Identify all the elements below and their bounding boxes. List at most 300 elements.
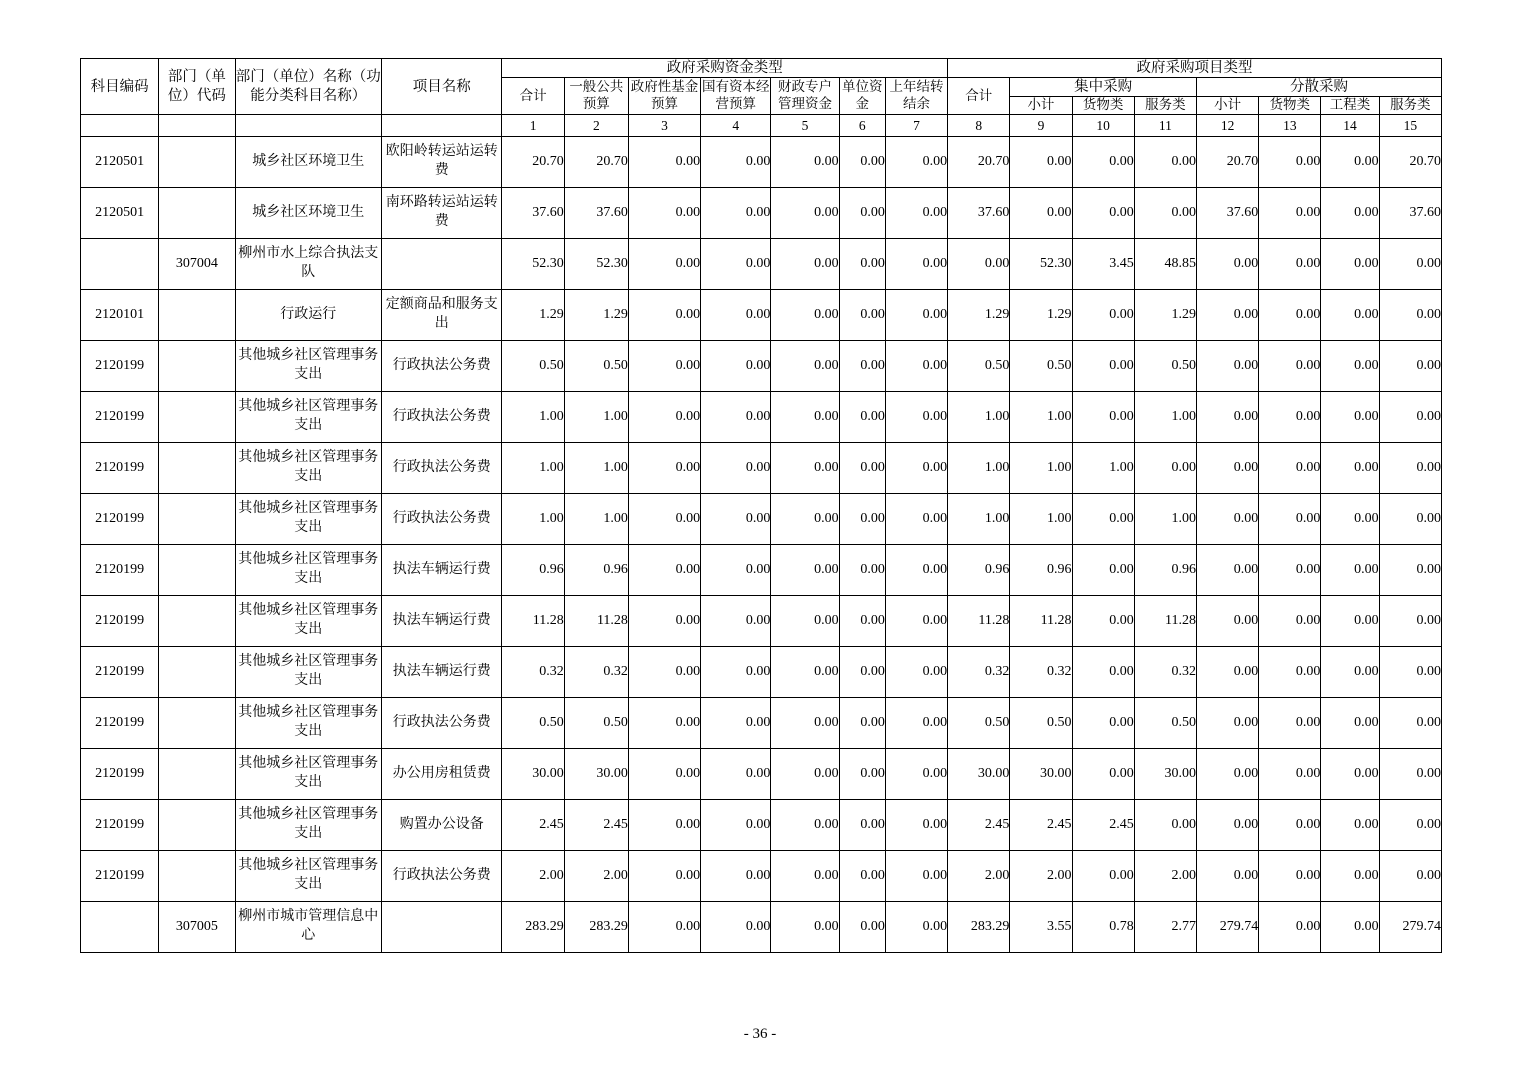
cell-value-11: 0.00: [1134, 188, 1196, 239]
cell-value-2: 37.60: [564, 188, 628, 239]
cell-value-8: 0.50: [948, 698, 1010, 749]
cell-value-1: 0.32: [502, 647, 564, 698]
cell-value-13: 0.00: [1259, 188, 1321, 239]
cell-project-name: 办公用房租赁费: [382, 749, 502, 800]
cell-value-4: 0.00: [701, 749, 771, 800]
cell-value-6: 0.00: [839, 290, 885, 341]
cell-value-1: 52.30: [502, 239, 564, 290]
cell-value-14: 0.00: [1321, 800, 1379, 851]
cell-value-2: 0.96: [564, 545, 628, 596]
cell-value-5: 0.00: [771, 443, 839, 494]
cell-value-10: 0.00: [1072, 290, 1134, 341]
cell-value-5: 0.00: [771, 341, 839, 392]
cell-value-4: 0.00: [701, 188, 771, 239]
table-row: [81, 239, 1442, 290]
cell-value-15: 0.00: [1379, 698, 1441, 749]
cell-dept-code: [159, 596, 235, 647]
cell-value-3: 0.00: [628, 902, 700, 953]
cell-value-7: 0.00: [885, 443, 947, 494]
cell-value-7: 0.00: [885, 188, 947, 239]
cell-value-8: 37.60: [948, 188, 1010, 239]
cell-value-4: 0.00: [701, 443, 771, 494]
cell-value-15: 37.60: [1379, 188, 1441, 239]
cell-value-3: 0.00: [628, 188, 700, 239]
cell-value-12: 279.74: [1196, 902, 1258, 953]
cell-value-1: 37.60: [502, 188, 564, 239]
cell-value-1: 0.50: [502, 698, 564, 749]
table-row: [81, 443, 1442, 494]
cell-dept-name: 柳州市水上综合执法支队: [235, 239, 382, 290]
cell-value-6: 0.00: [839, 443, 885, 494]
cell-value-9: 1.00: [1010, 494, 1072, 545]
cell-value-14: 0.00: [1321, 494, 1379, 545]
cell-value-10: 0.00: [1072, 137, 1134, 188]
cell-value-15: 0.00: [1379, 545, 1441, 596]
cell-dept-code: [159, 647, 235, 698]
cell-dept-name: 其他城乡社区管理事务支出: [235, 647, 382, 698]
cell-value-9: 1.00: [1010, 443, 1072, 494]
th-subject-code: 科目编码: [81, 59, 159, 115]
cell-value-3: 0.00: [628, 800, 700, 851]
cell-project-name: 购置办公设备: [382, 800, 502, 851]
cell-value-7: 0.00: [885, 596, 947, 647]
cell-value-4: 0.00: [701, 902, 771, 953]
cell-project-name: 行政执法公务费: [382, 443, 502, 494]
cell-dept-name: 柳州市城市管理信息中心: [235, 902, 382, 953]
cell-value-11: 2.77: [1134, 902, 1196, 953]
cell-value-11: 0.00: [1134, 137, 1196, 188]
cell-value-6: 0.00: [839, 698, 885, 749]
cell-value-8: 2.45: [948, 800, 1010, 851]
cell-value-8: 20.70: [948, 137, 1010, 188]
cell-value-4: 0.00: [701, 341, 771, 392]
cell-subject-code: 2120199: [81, 800, 159, 851]
cell-value-3: 0.00: [628, 137, 700, 188]
cell-value-9: 1.00: [1010, 392, 1072, 443]
colnum-blank-2: [159, 115, 235, 137]
cell-value-12: 0.00: [1196, 239, 1258, 290]
cell-value-2: 20.70: [564, 137, 628, 188]
cell-value-7: 0.00: [885, 749, 947, 800]
cell-dept-name: 城乡社区环境卫生: [235, 137, 382, 188]
cell-value-9: 1.29: [1010, 290, 1072, 341]
cell-dept-code: [159, 545, 235, 596]
cell-value-8: 30.00: [948, 749, 1010, 800]
colnum-12: 12: [1196, 115, 1258, 137]
cell-dept-code: 307005: [159, 902, 235, 953]
cell-value-12: 0.00: [1196, 545, 1258, 596]
th-group-project-type: 政府采购项目类型: [948, 59, 1442, 78]
cell-value-14: 0.00: [1321, 545, 1379, 596]
cell-value-7: 0.00: [885, 851, 947, 902]
cell-value-9: 52.30: [1010, 239, 1072, 290]
cell-value-13: 0.00: [1259, 137, 1321, 188]
cell-value-5: 0.00: [771, 647, 839, 698]
cell-value-15: 0.00: [1379, 290, 1441, 341]
th-fund-carryover: 上年结转结余: [885, 78, 947, 115]
cell-project-name: 行政执法公务费: [382, 341, 502, 392]
cell-dept-name: 其他城乡社区管理事务支出: [235, 341, 382, 392]
cell-dept-code: [159, 443, 235, 494]
cell-value-11: 1.29: [1134, 290, 1196, 341]
cell-value-4: 0.00: [701, 596, 771, 647]
cell-value-13: 0.00: [1259, 239, 1321, 290]
colnum-13: 13: [1259, 115, 1321, 137]
cell-value-3: 0.00: [628, 443, 700, 494]
cell-value-2: 52.30: [564, 239, 628, 290]
cell-value-15: 0.00: [1379, 596, 1441, 647]
cell-value-13: 0.00: [1259, 392, 1321, 443]
cell-project-name: 欧阳岭转运站运转费: [382, 137, 502, 188]
cell-value-13: 0.00: [1259, 494, 1321, 545]
cell-dept-name: 其他城乡社区管理事务支出: [235, 443, 382, 494]
cell-subject-code: [81, 239, 159, 290]
cell-value-7: 0.00: [885, 494, 947, 545]
cell-value-2: 0.32: [564, 647, 628, 698]
th-dec-service: 服务类: [1379, 97, 1441, 115]
cell-value-3: 0.00: [628, 290, 700, 341]
cell-value-5: 0.00: [771, 494, 839, 545]
cell-project-name: 行政执法公务费: [382, 698, 502, 749]
cell-value-13: 0.00: [1259, 647, 1321, 698]
cell-dept-code: 307004: [159, 239, 235, 290]
cell-project-name: [382, 239, 502, 290]
cell-value-11: 48.85: [1134, 239, 1196, 290]
cell-project-name: 执法车辆运行费: [382, 596, 502, 647]
cell-value-5: 0.00: [771, 749, 839, 800]
cell-value-15: 20.70: [1379, 137, 1441, 188]
cell-value-6: 0.00: [839, 800, 885, 851]
table-row: [81, 596, 1442, 647]
colnum-4: 4: [701, 115, 771, 137]
cell-value-8: 0.32: [948, 647, 1010, 698]
cell-value-5: 0.00: [771, 800, 839, 851]
table-row: [81, 749, 1442, 800]
cell-value-11: 0.50: [1134, 698, 1196, 749]
colnum-5: 5: [771, 115, 839, 137]
cell-value-11: 0.00: [1134, 443, 1196, 494]
cell-value-7: 0.00: [885, 137, 947, 188]
cell-value-14: 0.00: [1321, 188, 1379, 239]
cell-value-14: 0.00: [1321, 392, 1379, 443]
cell-value-1: 1.00: [502, 443, 564, 494]
cell-value-5: 0.00: [771, 137, 839, 188]
cell-value-7: 0.00: [885, 392, 947, 443]
th-fund-gov-fund-budget: 政府性基金预算: [628, 78, 700, 115]
cell-value-13: 0.00: [1259, 545, 1321, 596]
cell-subject-code: 2120199: [81, 698, 159, 749]
cell-value-3: 0.00: [628, 392, 700, 443]
colnum-11: 11: [1134, 115, 1196, 137]
colnum-15: 15: [1379, 115, 1441, 137]
cell-value-3: 0.00: [628, 494, 700, 545]
cell-value-5: 0.00: [771, 902, 839, 953]
cell-value-9: 0.00: [1010, 188, 1072, 239]
cell-value-6: 0.00: [839, 749, 885, 800]
table-row: [81, 851, 1442, 902]
cell-value-7: 0.00: [885, 290, 947, 341]
th-cen-service: 服务类: [1134, 97, 1196, 115]
table-row: [81, 137, 1442, 188]
cell-value-4: 0.00: [701, 494, 771, 545]
cell-value-4: 0.00: [701, 851, 771, 902]
cell-value-10: 0.00: [1072, 749, 1134, 800]
cell-dept-name: 其他城乡社区管理事务支出: [235, 749, 382, 800]
cell-value-5: 0.00: [771, 290, 839, 341]
cell-value-11: 0.00: [1134, 800, 1196, 851]
cell-value-14: 0.00: [1321, 749, 1379, 800]
cell-value-10: 0.00: [1072, 392, 1134, 443]
cell-value-13: 0.00: [1259, 851, 1321, 902]
cell-value-2: 1.00: [564, 443, 628, 494]
cell-value-5: 0.00: [771, 698, 839, 749]
table-row: [81, 698, 1442, 749]
cell-value-5: 0.00: [771, 545, 839, 596]
th-group-centralized: 集中采购: [1010, 78, 1197, 97]
cell-value-9: 3.55: [1010, 902, 1072, 953]
cell-dept-name: 其他城乡社区管理事务支出: [235, 392, 382, 443]
cell-project-name: 行政执法公务费: [382, 851, 502, 902]
th-cen-goods: 货物类: [1072, 97, 1134, 115]
cell-value-6: 0.00: [839, 851, 885, 902]
cell-value-4: 0.00: [701, 545, 771, 596]
cell-value-10: 0.00: [1072, 545, 1134, 596]
cell-value-7: 0.00: [885, 545, 947, 596]
cell-project-name: 南环路转运站运转费: [382, 188, 502, 239]
cell-value-6: 0.00: [839, 596, 885, 647]
cell-value-15: 0.00: [1379, 800, 1441, 851]
budget-table: [80, 58, 1442, 953]
table-row: [81, 647, 1442, 698]
cell-dept-code: [159, 392, 235, 443]
cell-value-2: 1.00: [564, 392, 628, 443]
cell-value-15: 0.00: [1379, 239, 1441, 290]
th-dept-name: 部门（单位）名称（功能分类科目名称）: [235, 59, 382, 115]
cell-value-14: 0.00: [1321, 647, 1379, 698]
cell-value-2: 11.28: [564, 596, 628, 647]
cell-value-7: 0.00: [885, 647, 947, 698]
cell-value-15: 0.00: [1379, 647, 1441, 698]
cell-value-10: 1.00: [1072, 443, 1134, 494]
cell-dept-name: 行政运行: [235, 290, 382, 341]
cell-project-name: [382, 902, 502, 953]
cell-value-11: 0.32: [1134, 647, 1196, 698]
cell-value-9: 0.96: [1010, 545, 1072, 596]
cell-value-14: 0.00: [1321, 851, 1379, 902]
page-footer: - 36 -: [743, 1026, 777, 1042]
header-row-group: [81, 59, 1442, 78]
cell-value-14: 0.00: [1321, 596, 1379, 647]
cell-subject-code: 2120199: [81, 647, 159, 698]
table-row: [81, 290, 1442, 341]
cell-subject-code: 2120199: [81, 392, 159, 443]
cell-value-4: 0.00: [701, 698, 771, 749]
cell-value-9: 0.50: [1010, 341, 1072, 392]
table-row: [81, 545, 1442, 596]
cell-value-6: 0.00: [839, 902, 885, 953]
cell-subject-code: 2120501: [81, 188, 159, 239]
cell-value-11: 1.00: [1134, 392, 1196, 443]
cell-value-10: 3.45: [1072, 239, 1134, 290]
cell-value-12: 37.60: [1196, 188, 1258, 239]
cell-value-2: 2.45: [564, 800, 628, 851]
cell-value-9: 0.32: [1010, 647, 1072, 698]
cell-value-13: 0.00: [1259, 443, 1321, 494]
cell-value-3: 0.00: [628, 647, 700, 698]
cell-value-5: 0.00: [771, 851, 839, 902]
cell-subject-code: 2120199: [81, 596, 159, 647]
cell-value-1: 2.00: [502, 851, 564, 902]
cell-value-7: 0.00: [885, 800, 947, 851]
cell-dept-code: [159, 137, 235, 188]
cell-value-8: 283.29: [948, 902, 1010, 953]
cell-project-name: 定额商品和服务支出: [382, 290, 502, 341]
cell-value-7: 0.00: [885, 341, 947, 392]
cell-value-11: 2.00: [1134, 851, 1196, 902]
cell-dept-name: 其他城乡社区管理事务支出: [235, 800, 382, 851]
cell-value-2: 0.50: [564, 698, 628, 749]
table-row: [81, 494, 1442, 545]
cell-value-8: 1.29: [948, 290, 1010, 341]
th-fund-public-budget: 一般公共预算: [564, 78, 628, 115]
cell-value-12: 0.00: [1196, 800, 1258, 851]
cell-value-10: 0.00: [1072, 698, 1134, 749]
cell-subject-code: 2120199: [81, 851, 159, 902]
cell-value-11: 0.96: [1134, 545, 1196, 596]
cell-value-6: 0.00: [839, 137, 885, 188]
cell-value-3: 0.00: [628, 596, 700, 647]
cell-value-9: 0.00: [1010, 137, 1072, 188]
cell-value-15: 0.00: [1379, 341, 1441, 392]
cell-value-13: 0.00: [1259, 290, 1321, 341]
cell-value-8: 2.00: [948, 851, 1010, 902]
cell-value-7: 0.00: [885, 902, 947, 953]
colnum-1: 1: [502, 115, 564, 137]
cell-value-15: 0.00: [1379, 749, 1441, 800]
cell-value-12: 0.00: [1196, 647, 1258, 698]
cell-value-8: 0.50: [948, 341, 1010, 392]
cell-value-4: 0.00: [701, 800, 771, 851]
cell-value-5: 0.00: [771, 596, 839, 647]
cell-value-11: 0.50: [1134, 341, 1196, 392]
cell-value-12: 0.00: [1196, 494, 1258, 545]
cell-value-1: 1.00: [502, 392, 564, 443]
cell-value-13: 0.00: [1259, 749, 1321, 800]
cell-value-12: 0.00: [1196, 290, 1258, 341]
cell-value-8: 1.00: [948, 392, 1010, 443]
cell-value-15: 0.00: [1379, 443, 1441, 494]
cell-value-12: 0.00: [1196, 392, 1258, 443]
cell-value-2: 0.50: [564, 341, 628, 392]
cell-dept-code: [159, 290, 235, 341]
th-fund-total: 合计: [502, 78, 564, 115]
cell-dept-name: 其他城乡社区管理事务支出: [235, 494, 382, 545]
cell-value-5: 0.00: [771, 188, 839, 239]
cell-value-12: 0.00: [1196, 596, 1258, 647]
cell-dept-code: [159, 188, 235, 239]
cell-value-6: 0.00: [839, 341, 885, 392]
cell-value-12: 0.00: [1196, 749, 1258, 800]
cell-value-14: 0.00: [1321, 290, 1379, 341]
cell-subject-code: 2120199: [81, 749, 159, 800]
cell-value-2: 1.00: [564, 494, 628, 545]
column-number-row: [81, 115, 1442, 137]
cell-value-9: 0.50: [1010, 698, 1072, 749]
cell-value-14: 0.00: [1321, 341, 1379, 392]
cell-value-11: 11.28: [1134, 596, 1196, 647]
cell-value-1: 2.45: [502, 800, 564, 851]
table-body: [81, 137, 1442, 953]
cell-dept-code: [159, 800, 235, 851]
cell-value-10: 0.00: [1072, 494, 1134, 545]
cell-value-5: 0.00: [771, 392, 839, 443]
cell-value-2: 30.00: [564, 749, 628, 800]
cell-value-14: 0.00: [1321, 137, 1379, 188]
cell-value-6: 0.00: [839, 239, 885, 290]
cell-value-1: 1.29: [502, 290, 564, 341]
cell-value-15: 0.00: [1379, 494, 1441, 545]
table-row: [81, 188, 1442, 239]
cell-dept-name: 其他城乡社区管理事务支出: [235, 698, 382, 749]
cell-value-8: 1.00: [948, 494, 1010, 545]
th-fund-state-capital: 国有资本经营预算: [701, 78, 771, 115]
cell-value-11: 30.00: [1134, 749, 1196, 800]
th-dec-project: 工程类: [1321, 97, 1379, 115]
cell-value-3: 0.00: [628, 749, 700, 800]
cell-value-12: 0.00: [1196, 341, 1258, 392]
cell-value-10: 0.00: [1072, 188, 1134, 239]
cell-dept-name: 其他城乡社区管理事务支出: [235, 545, 382, 596]
cell-value-9: 2.00: [1010, 851, 1072, 902]
cell-value-1: 0.96: [502, 545, 564, 596]
cell-value-14: 0.00: [1321, 698, 1379, 749]
cell-value-15: 0.00: [1379, 851, 1441, 902]
cell-value-12: 0.00: [1196, 851, 1258, 902]
cell-value-3: 0.00: [628, 545, 700, 596]
cell-value-2: 2.00: [564, 851, 628, 902]
cell-project-name: 行政执法公务费: [382, 494, 502, 545]
cell-value-10: 0.00: [1072, 647, 1134, 698]
cell-dept-name: 城乡社区环境卫生: [235, 188, 382, 239]
colnum-3: 3: [628, 115, 700, 137]
cell-value-3: 0.00: [628, 851, 700, 902]
colnum-2: 2: [564, 115, 628, 137]
cell-value-6: 0.00: [839, 392, 885, 443]
table-row: [81, 341, 1442, 392]
colnum-9: 9: [1010, 115, 1072, 137]
cell-value-6: 0.00: [839, 494, 885, 545]
colnum-blank-3: [235, 115, 382, 137]
cell-dept-name: 其他城乡社区管理事务支出: [235, 596, 382, 647]
colnum-10: 10: [1072, 115, 1134, 137]
cell-value-3: 0.00: [628, 239, 700, 290]
cell-value-13: 0.00: [1259, 902, 1321, 953]
cell-value-3: 0.00: [628, 341, 700, 392]
budget-table-container: [80, 58, 1442, 953]
cell-subject-code: 2120199: [81, 341, 159, 392]
cell-value-8: 0.00: [948, 239, 1010, 290]
cell-subject-code: 2120199: [81, 545, 159, 596]
cell-value-1: 283.29: [502, 902, 564, 953]
cell-dept-code: [159, 851, 235, 902]
cell-value-6: 0.00: [839, 545, 885, 596]
table-row: [81, 902, 1442, 953]
cell-value-6: 0.00: [839, 188, 885, 239]
cell-subject-code: 2120199: [81, 494, 159, 545]
cell-subject-code: 2120199: [81, 443, 159, 494]
cell-value-7: 0.00: [885, 698, 947, 749]
cell-value-4: 0.00: [701, 392, 771, 443]
